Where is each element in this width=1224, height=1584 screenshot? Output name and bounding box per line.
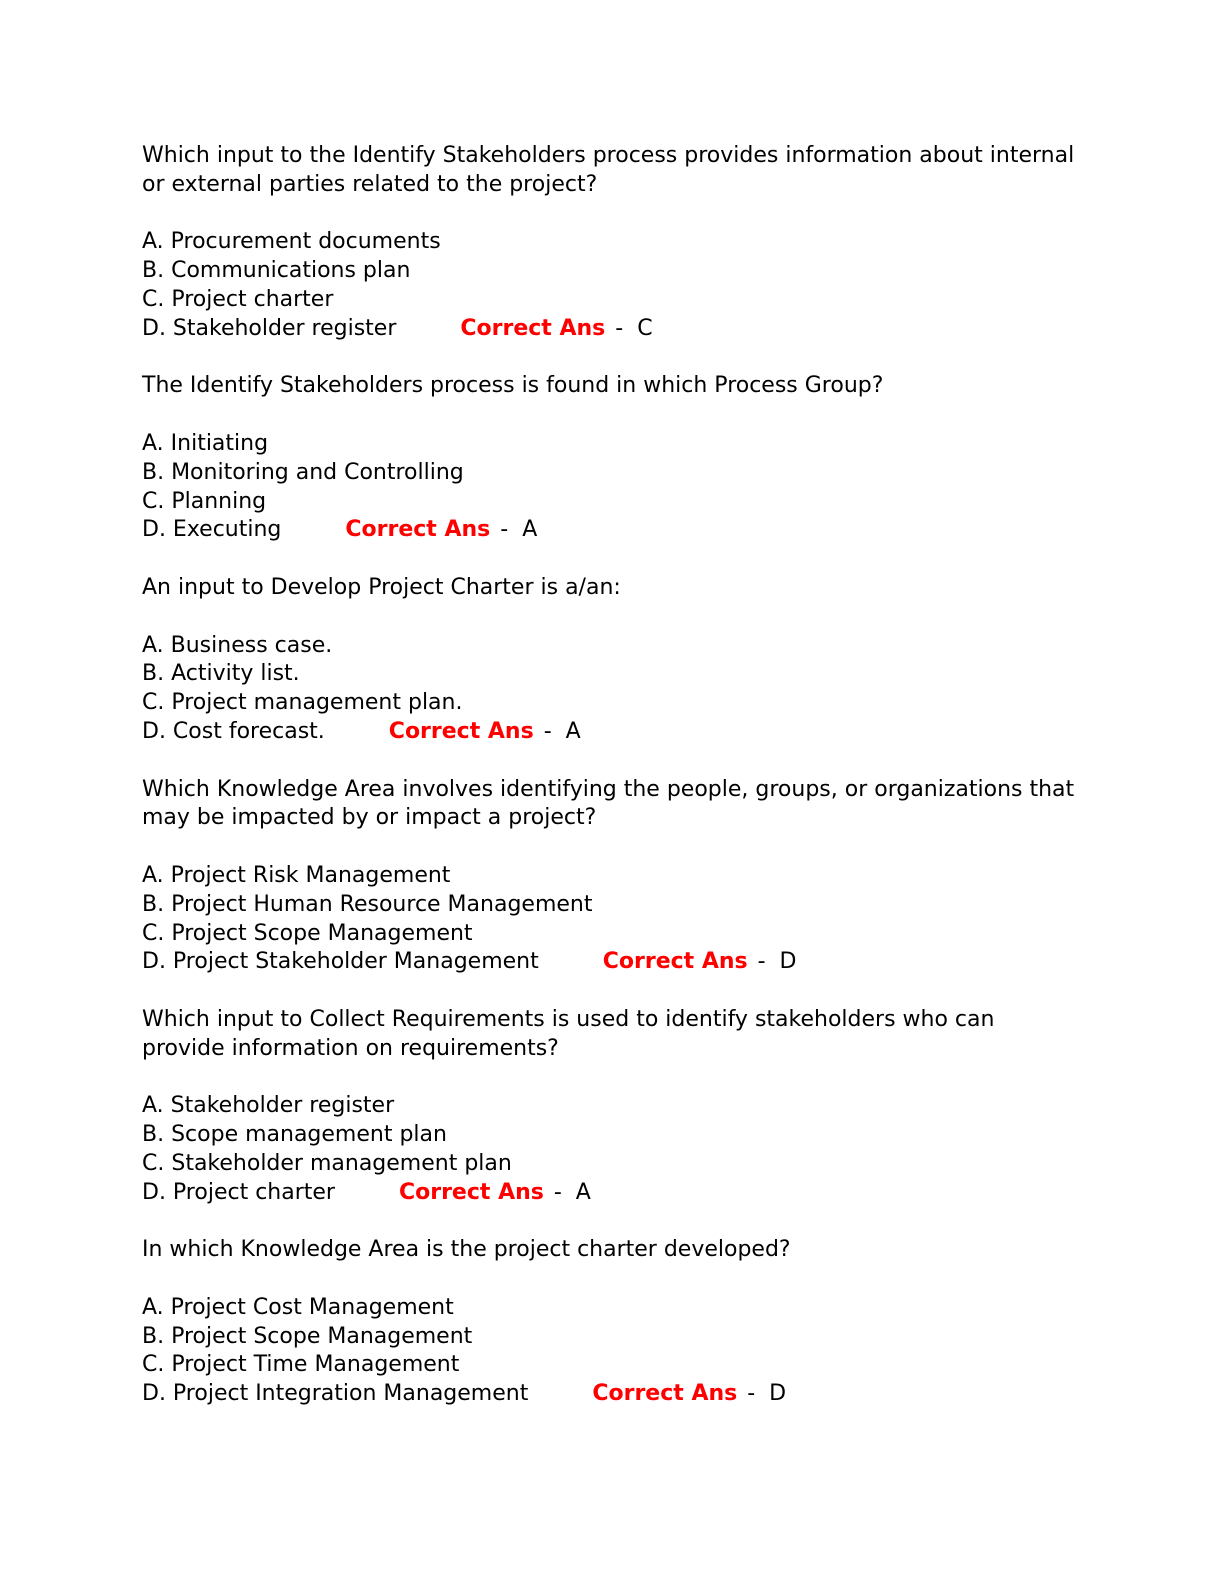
- correct-answer-label: Correct Ans: [398, 1179, 544, 1205]
- option-b: B. Project Human Resource Management: [142, 891, 593, 917]
- question-text: Which input to the Identify Stakeholders process provides information about internal or external parties related to the project?: [142, 143, 1075, 197]
- option-d: D. Cost forecast.: [142, 718, 325, 744]
- question-text: In which Knowledge Area is the project charter developed?: [142, 1237, 791, 1263]
- option-c: C. Project Time Management: [142, 1352, 460, 1378]
- correct-answer-value: - D: [757, 949, 797, 975]
- question-1: [142, 142, 1082, 344]
- option-a: A. Initiating: [142, 430, 269, 456]
- option-d-row: [142, 718, 1082, 747]
- correct-answer-value: - A: [553, 1179, 591, 1205]
- question-4: [142, 776, 1082, 978]
- option-b: B. Activity list.: [142, 661, 300, 687]
- correct-answer-value: - C: [615, 315, 653, 341]
- option-d-row: [142, 1179, 1082, 1208]
- option-d: D. Project Stakeholder Management: [142, 949, 539, 975]
- option-d: D. Executing: [142, 517, 282, 543]
- option-d-row: [142, 516, 1082, 545]
- option-c: C. Project charter: [142, 286, 334, 312]
- question-text: Which Knowledge Area involves identifying the people, groups, or organizations that may be impacted by or impact a project?: [142, 776, 1075, 831]
- option-c: C. Project management plan.: [142, 690, 463, 716]
- correct-answer-label: Correct Ans: [460, 315, 606, 341]
- option-b: B. Project Scope Management: [142, 1323, 473, 1349]
- option-b: B. Monitoring and Controlling: [142, 459, 464, 485]
- correct-answer-value: - A: [543, 718, 581, 744]
- option-a: A. Business case.: [142, 632, 333, 658]
- correct-answer-value: - A: [500, 517, 538, 543]
- option-b: B. Communications plan: [142, 258, 411, 284]
- option-d-row: [142, 948, 1082, 977]
- option-a: A. Project Risk Management: [142, 862, 451, 888]
- correct-answer-label: Correct Ans: [388, 718, 534, 744]
- option-d: D. Stakeholder register: [142, 315, 397, 341]
- question-5: [142, 1006, 1082, 1208]
- option-a: A. Procurement documents: [142, 229, 441, 255]
- option-d: D. Project Integration Management: [142, 1381, 529, 1407]
- option-b: B. Scope management plan: [142, 1122, 447, 1148]
- option-c: C. Stakeholder management plan: [142, 1150, 512, 1176]
- question-text: Which input to Collect Requirements is used to identify stakeholders who can provide information on requirements?: [142, 1006, 995, 1061]
- option-d: D. Project charter: [142, 1179, 335, 1205]
- question-6: [142, 1236, 1082, 1409]
- question-3: [142, 574, 1082, 747]
- question-text: The Identify Stakeholders process is found in which Process Group?: [142, 373, 884, 399]
- option-c: C. Planning: [142, 488, 267, 514]
- question-2: [142, 372, 1082, 545]
- correct-answer-label: Correct Ans: [592, 1381, 738, 1407]
- question-text: An input to Develop Project Charter is a/an:: [142, 574, 621, 600]
- correct-answer-label: Correct Ans: [602, 949, 748, 975]
- option-d-row: [142, 315, 1082, 344]
- option-a: A. Project Cost Management: [142, 1294, 454, 1320]
- option-d-row: [142, 1380, 1082, 1409]
- document-page: [142, 142, 1082, 1438]
- correct-answer-label: Correct Ans: [345, 517, 491, 543]
- correct-answer-value: - D: [747, 1381, 787, 1407]
- option-a: A. Stakeholder register: [142, 1093, 395, 1119]
- option-c: C. Project Scope Management: [142, 920, 473, 946]
